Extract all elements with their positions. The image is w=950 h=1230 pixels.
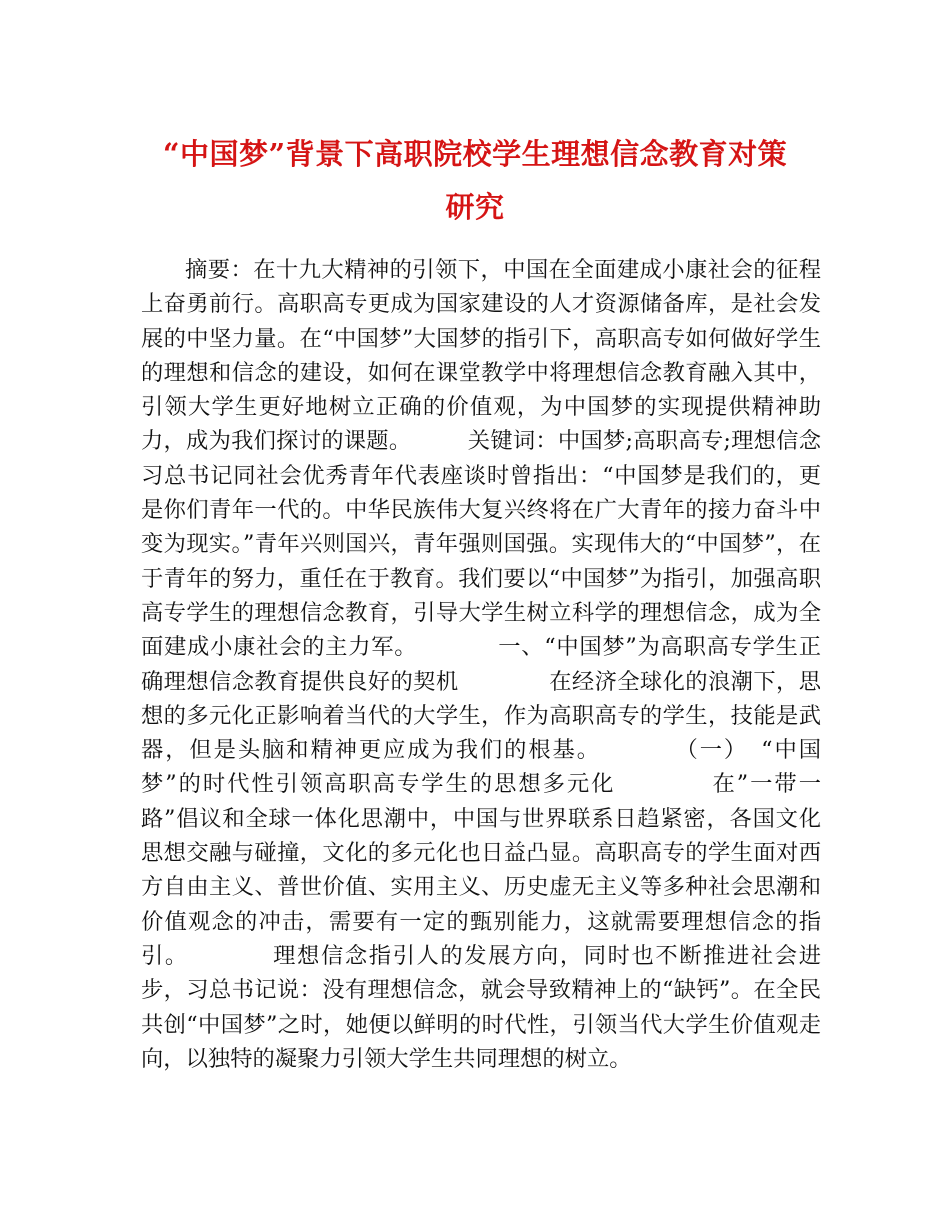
document-body: 摘要：在十九大精神的引领下，中国在全面建成小康社会的征程上奋勇前行。高职高专更成为国家建设的人才资源储备库，是社会发展的中坚力量。在“中国梦”大国梦的指引下，高职高专如何做好学生的理想和信念的建设，如何在课堂教学中将理想信念教育融入其中，引领大学生更好地树立正确的价值观，为中国梦的实现提供精神助力，成为我们探讨的课题。 关键词：中国梦;高职高专;理想信念 习总书记同社会优秀青年代表座谈时曾指出：“中国梦是我们的，更是你们青年一代的。中华民族伟大复兴终将在广大青年的接力奋斗中变为现实。”青年兴则国兴，青年强则国强。实现伟大的“中国梦”，在于青年的努力，重任在于教育。我们要以“中国梦”为指引，加强高职高专学生的理想信念教育，引导大学生树立科学的理想信念，成为全面建成小康社会的主力军。 一、“中国梦”为高职高专学生正确理想信念教育提供良好的契机 在经济全球化的浪潮下，思想的多元化正影响着当代的大学生，作为高职高专的学生，技能是武器，但是头脑和精神更应成为我们的根基。 （一） “中国梦”的时代性引领高职高专学生的思想多元化 在”一带一路”倡议和全球一体化思潮中，中国与世界联系日趋紧密，各国文化思想交融与碰撞，文化的多元化也日益凸显。高职高专的学生面对西方自由主义、普世价值、实用主义、历史虚无主义等多种社会思潮和价值观念的冲击，需要有一定的甄别能力，这就需要理想信念的指引。 理想信念指引人的发展方向，同时也不断推进社会进步，习总书记说：没有理想信念，就会导致精神上的“缺钙”。在全民共创“中国梦”之时，她便以鲜明的时代性，引领当代大学生价值观走向，以独特的凝聚力引领大学生共同理想的树立。 (141, 257, 911, 1072)
document-title: “中国梦”背景下高职院校学生理想信念教育对策研究 (162, 137, 788, 224)
